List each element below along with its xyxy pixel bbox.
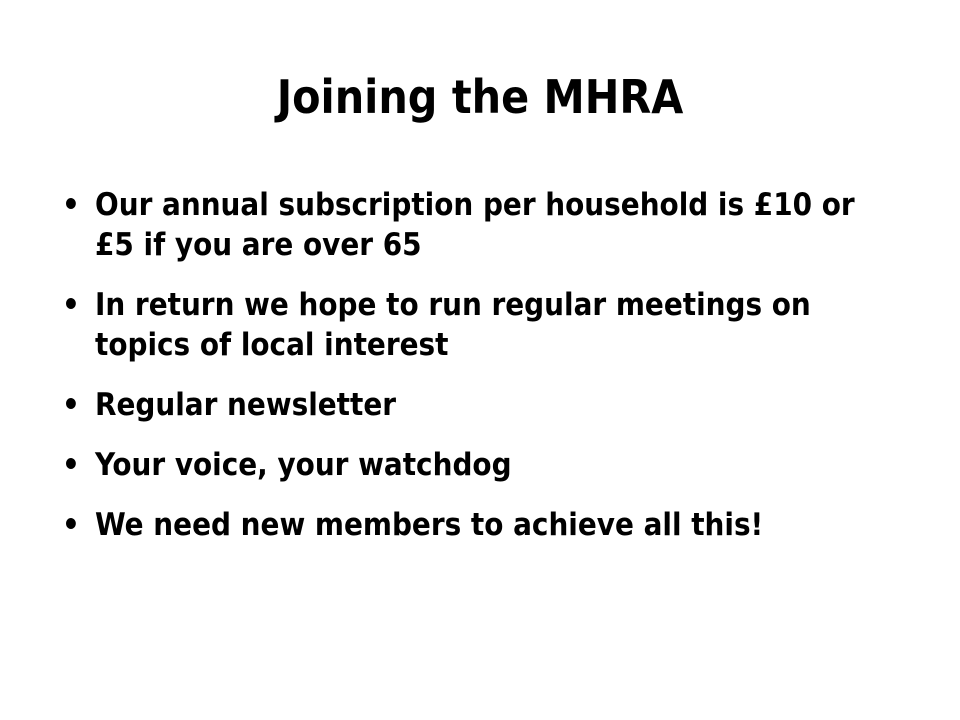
bullet-text: In return we hope to run regular meetings on topics of local interest [95, 287, 811, 363]
bullet-dot-icon: • [62, 447, 80, 483]
bullet-item-newsletter [62, 385, 882, 425]
bullet-item-meetings [62, 285, 882, 365]
bullet-dot-icon: • [62, 187, 80, 223]
bullet-dot-icon: • [62, 507, 80, 543]
bullet-text: We need new members to achieve all this! [95, 507, 764, 543]
bullet-text: Regular newsletter [95, 387, 397, 423]
bullet-text: Your voice, your watchdog [95, 447, 512, 483]
bullet-item-members [62, 505, 882, 545]
bullet-item-subscription [62, 185, 882, 265]
bullet-item-voice [62, 445, 882, 485]
bullet-dot-icon: • [62, 387, 80, 423]
bullet-list [62, 185, 882, 565]
bullet-text: Our annual subscription per household is £10 or £5 if you are over 65 [95, 187, 855, 263]
bullet-dot-icon: • [62, 287, 80, 323]
slide-title: Joining the MHRA [276, 70, 684, 124]
